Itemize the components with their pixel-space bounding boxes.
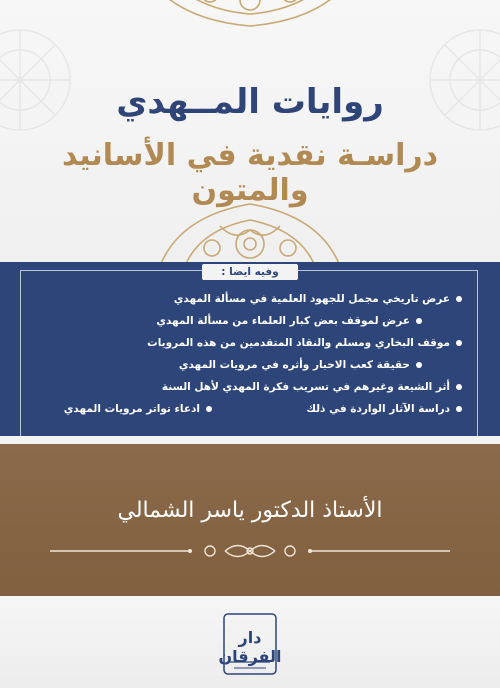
bullet-icon	[456, 340, 462, 346]
top-ornament-icon	[140, 0, 360, 30]
feature-item	[179, 358, 422, 372]
feature-text: عرض لموقف بعض كبار العلماء من مسألة المهدي	[156, 315, 410, 327]
feature-text: دراسة الآثار الواردة في ذلك	[306, 403, 450, 415]
feature-item	[156, 314, 422, 328]
bullet-icon	[456, 384, 462, 390]
author-name: الأستاذ الدكتور ياسر الشمالي	[117, 498, 383, 523]
feature-item	[162, 380, 462, 394]
decorative-divider-icon	[50, 540, 450, 562]
feature-item	[306, 402, 462, 416]
bullet-icon	[416, 318, 422, 324]
book-title: روايات المــهدي	[116, 82, 384, 122]
bullet-icon	[456, 406, 462, 412]
background-pattern-icon	[0, 20, 80, 140]
book-subtitle: دراسـة نقدية في الأسانيد والمتون	[61, 138, 439, 208]
feature-text: ادعاء تواتر مرويات المهدي	[63, 403, 200, 415]
background-pattern-icon	[420, 20, 500, 140]
feature-text: حقيقة كعب الاحبار وأثره في مرويات المهدي	[178, 359, 410, 371]
bullet-icon	[416, 362, 422, 368]
feature-item	[64, 402, 212, 416]
feature-item	[174, 292, 462, 306]
center-ornament-icon	[150, 196, 350, 266]
feature-text: أثر الشيعة وغيرهم في تسريب فكرة المهدي لأهل السنة	[161, 381, 450, 393]
bullet-icon	[456, 296, 462, 302]
bullet-icon	[206, 406, 212, 412]
features-label: وفيه ايضا :	[202, 264, 298, 280]
feature-text: موقف البخاري ومسلم والنقاد المتقدمين من هذه المرويات	[147, 337, 450, 349]
publisher-logo-text: دار الفرقان	[218, 628, 282, 666]
feature-item	[147, 336, 462, 350]
feature-text: عرض تاريخي مجمل للجهود العلمية في مسألة المهدي	[173, 293, 450, 305]
separator-strip	[0, 436, 500, 444]
